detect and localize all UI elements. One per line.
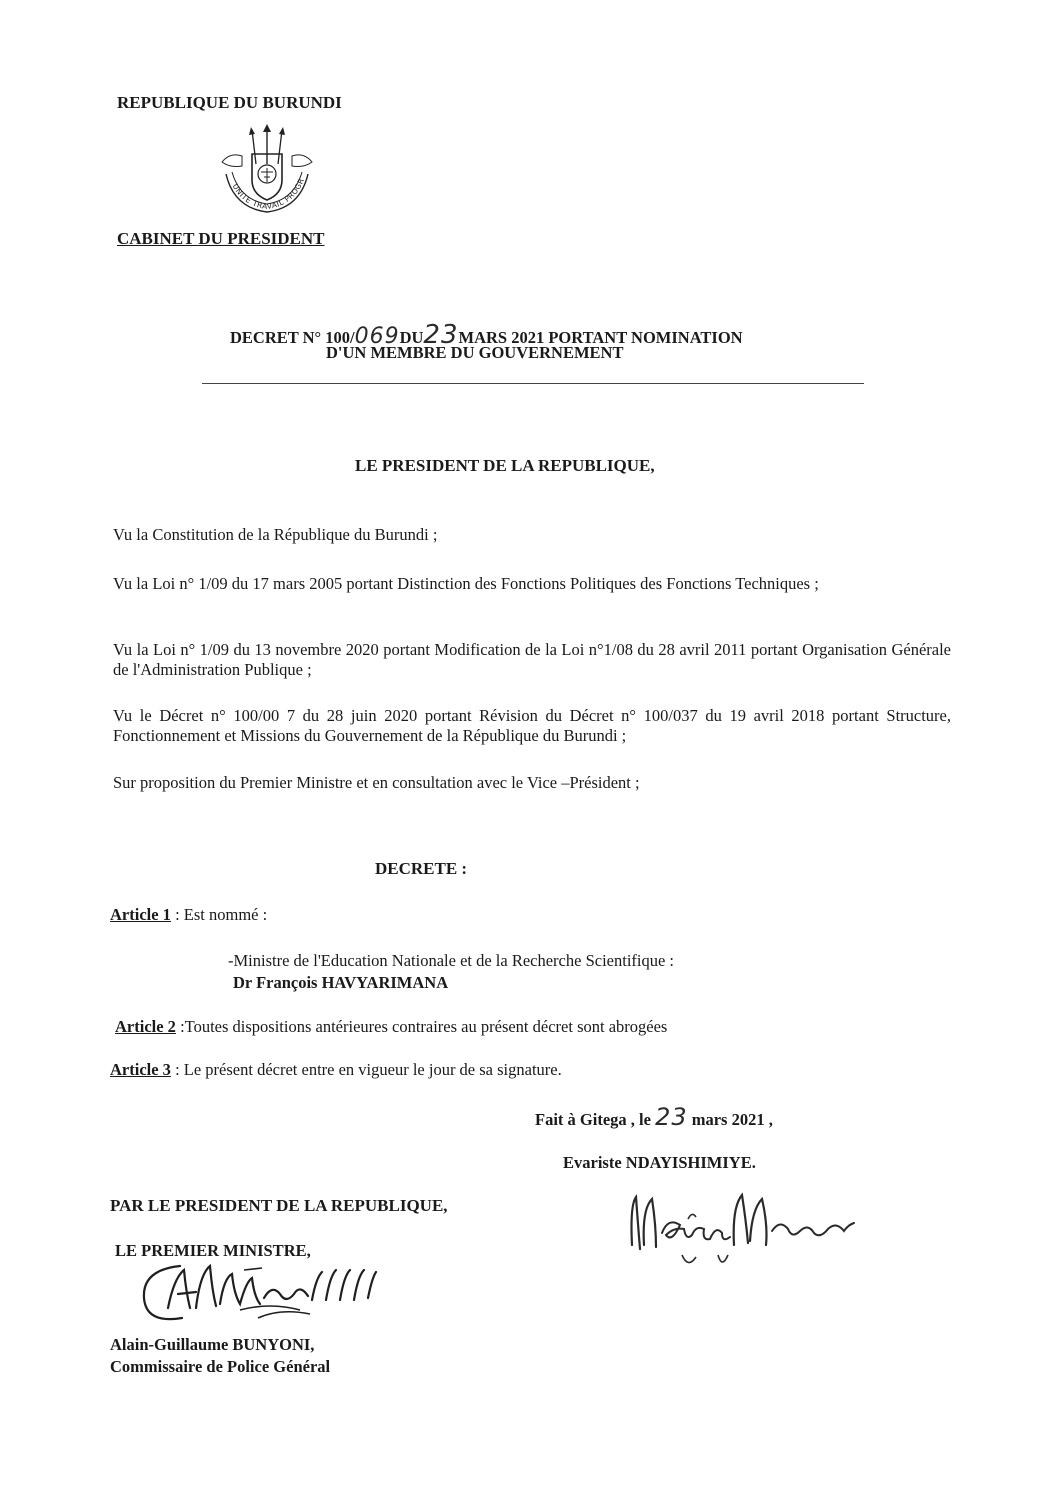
place-and-date [535, 1103, 773, 1131]
article-1-position: -Ministre de l'Education Nationale et de la Recherche Scientifique : [228, 951, 675, 970]
consideration-item: Sur proposition du Premier Ministre et en consultation avec le Vice –Président ; [113, 773, 640, 792]
article-1-text: : Est nommé : [170, 905, 268, 924]
decree-title-du: DU [399, 328, 424, 347]
issuer-heading: LE PRESIDENT DE LA REPUBLIQUE, [355, 456, 655, 475]
title-divider [202, 383, 864, 384]
article-2 [115, 1017, 667, 1037]
article-3 [110, 1060, 562, 1080]
emblem-motto: UNITE TRAVAIL PROGRES [209, 115, 307, 212]
letterhead-country: REPUBLIQUE DU BURUNDI [117, 93, 342, 112]
prime-minister-rank: Commissaire de Police Général [110, 1357, 331, 1376]
decree-title-line2: D'UN MEMBRE DU GOUVERNEMENT [326, 343, 624, 362]
consideration-item: Vu la Constitution de la République du Burundi ; [113, 525, 438, 544]
consideration-item: Vu la Loi n° 1/09 du 13 novembre 2020 portant Modification de la Loi n°1/08 du 28 avril 2011 portant Organisation Générale de l'Administration Publique ; [113, 640, 951, 679]
letterhead-office: CABINET DU PRESIDENT [117, 229, 325, 248]
president-name: Evariste NDAYISHIMIYE. [563, 1153, 756, 1172]
place-suffix: mars 2021 , [687, 1110, 773, 1129]
prime-minister-name: Alain-Guillaume BUNYONI, [110, 1335, 315, 1354]
article-3-label: Article 3 [110, 1060, 171, 1079]
decree-day-handwritten: 23 [423, 320, 459, 350]
article-2-label: Article 2 [115, 1017, 176, 1036]
consideration-item: Vu la Loi n° 1/09 du 17 mars 2005 portant Distinction des Fonctions Politiques des Fonctions Techniques ; [113, 574, 819, 593]
decrees-heading: DECRETE : [375, 859, 468, 878]
article-2-text: :Toutes dispositions antérieures contraires au présent décret sont abrogées [175, 1017, 668, 1036]
decree-number-handwritten: 069 [354, 324, 400, 349]
article-1-person: Dr François HAVYARIMANA [233, 973, 449, 992]
president-signature [622, 1185, 872, 1275]
prime-minister-signature [140, 1248, 410, 1328]
decree-title-suffix: MARS 2021 PORTANT NOMINATION [458, 328, 743, 347]
burundi-coat-of-arms-icon [209, 115, 322, 222]
article-1 [110, 905, 267, 925]
decree-title-prefix: DECRET N° 100/ [230, 328, 355, 347]
countersign-heading: PAR LE PRESIDENT DE LA REPUBLIQUE, [110, 1196, 448, 1215]
consideration-item: Vu le Décret n° 100/00 7 du 28 juin 2020 portant Révision du Décret n° 100/037 du 19 avril 2018 portant Structure, Fonctionnement et Missions du Gouvernement de la République du Burundi ; [113, 706, 951, 745]
article-3-text: : Le présent décret entre en vigueur le jour de sa signature. [170, 1060, 562, 1079]
article-1-label: Article 1 [110, 905, 171, 924]
place-prefix: Fait à Gitega , le [535, 1110, 656, 1129]
prime-minister-title: LE PREMIER MINISTRE, [115, 1241, 311, 1260]
date-day-handwritten: 23 [655, 1103, 688, 1131]
